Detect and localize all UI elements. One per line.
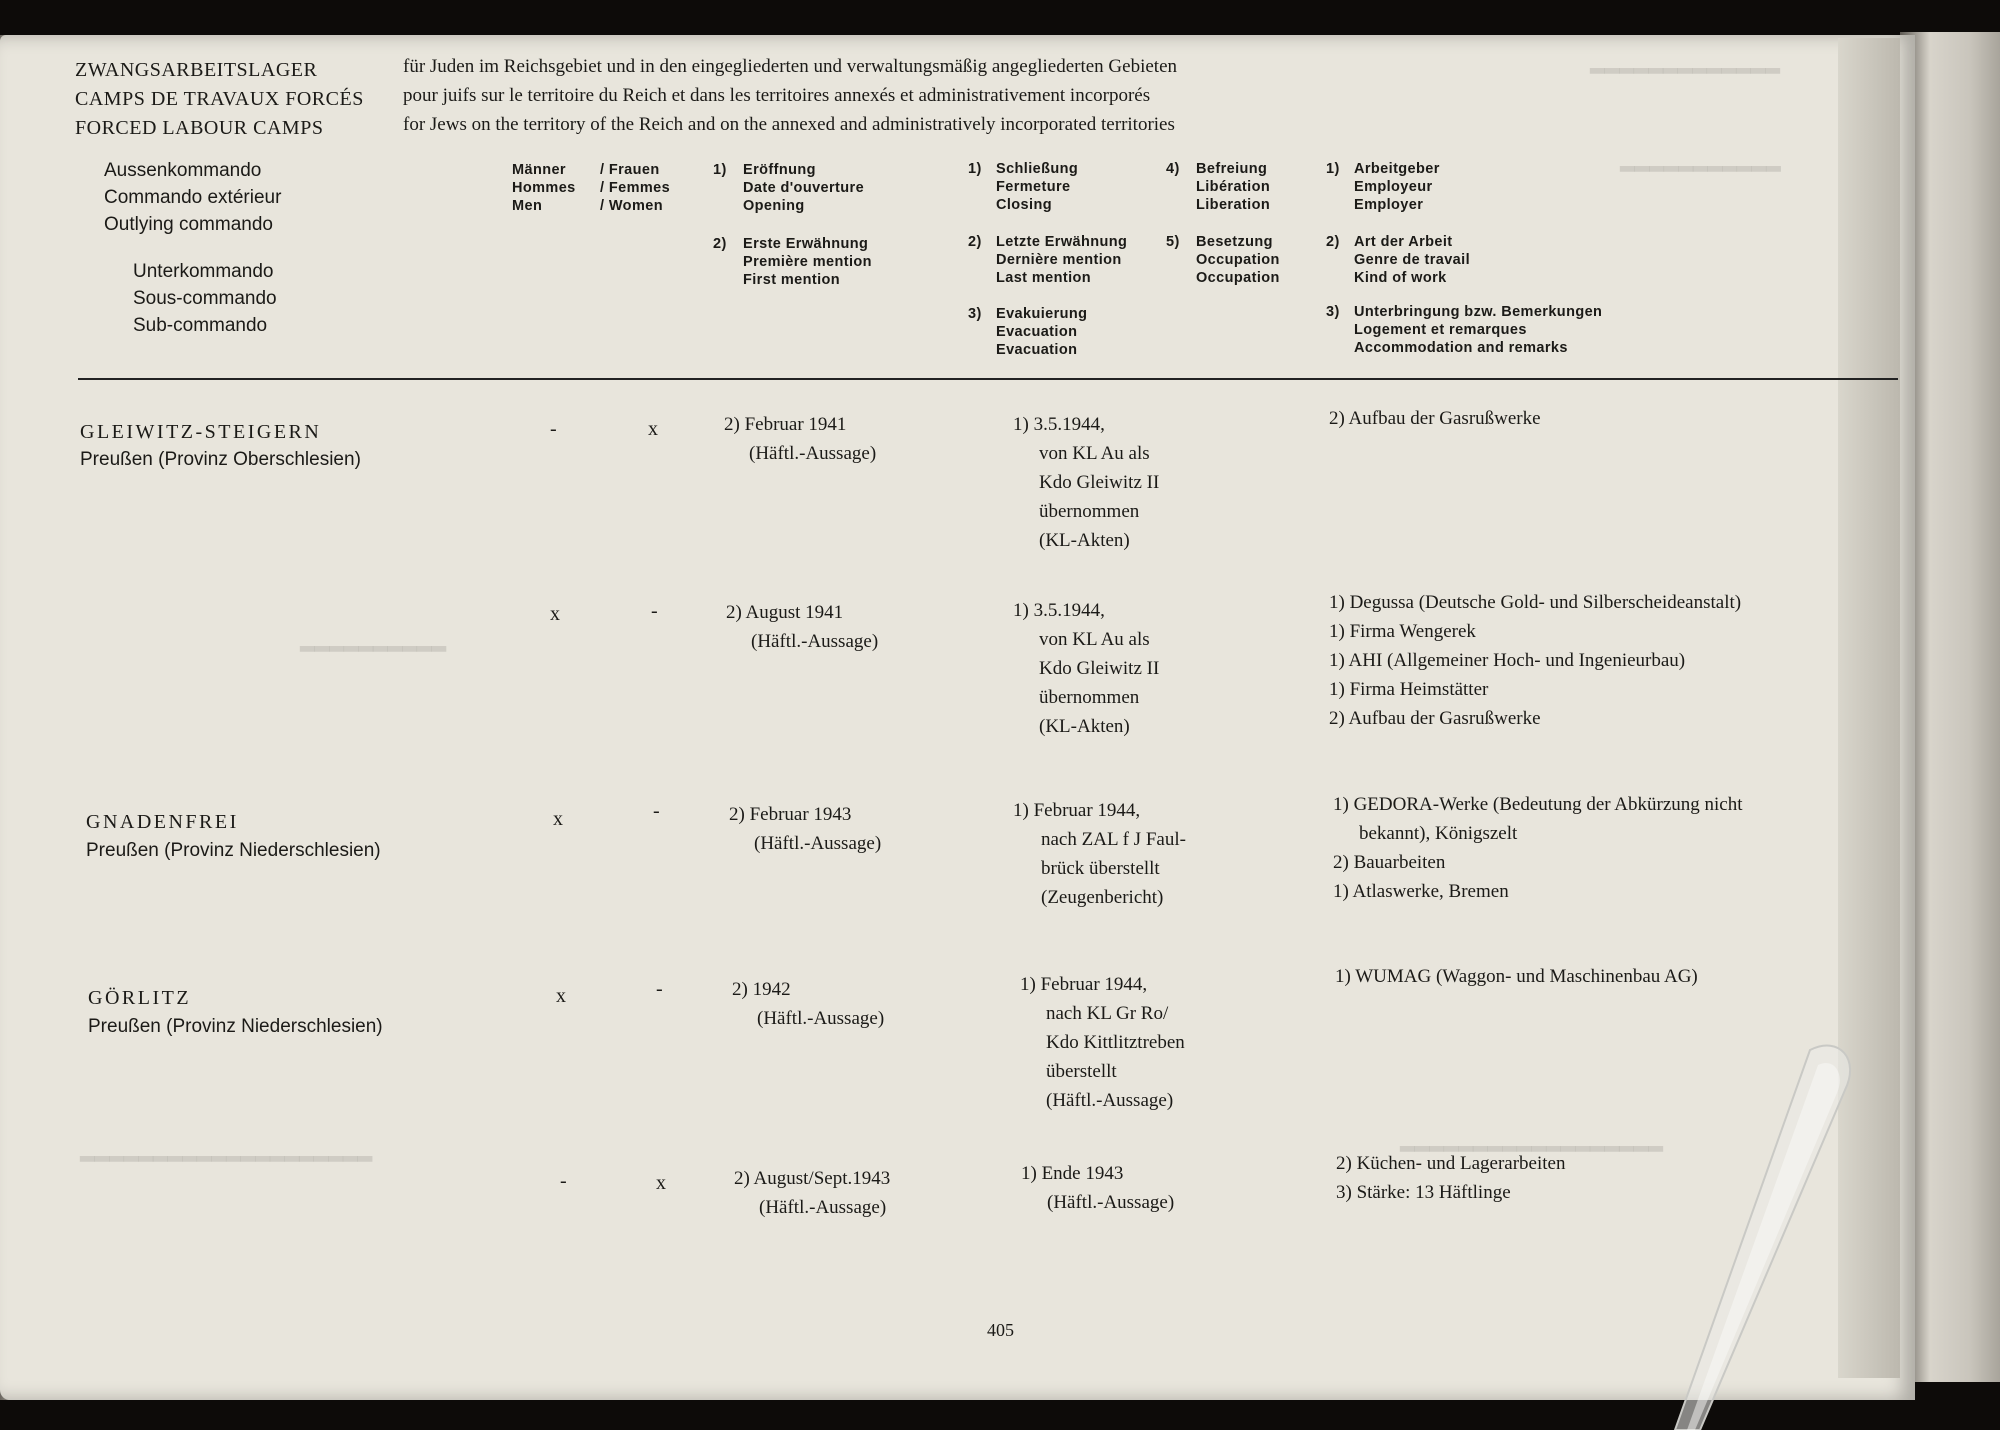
legend-open1-fr: Date d'ouverture <box>743 180 865 196</box>
legend-num: 3) <box>1326 304 1340 320</box>
legend-emp-1 <box>1326 160 1440 214</box>
closing-cell <box>1013 796 1186 912</box>
cell-line: 2) Küchen- und Lagerarbeiten <box>1336 1153 1566 1174</box>
cell-line: 2) Aufbau der Gasrußwerke <box>1329 408 1541 429</box>
cell-line: brück überstellt <box>1041 858 1160 879</box>
legend-close2-en: Last mention <box>996 270 1092 286</box>
cell-line: Kdo Gleiwitz II <box>1039 472 1160 493</box>
men-mark: - <box>560 1170 567 1192</box>
closing-cell <box>1020 970 1185 1115</box>
cell-line: nach ZAL f J Faul- <box>1041 829 1186 850</box>
legend-close2-fr: Dernière mention <box>996 252 1122 268</box>
cell-line: (Häftl.-Aussage) <box>1047 1192 1175 1213</box>
camp-name: GNADENFREI <box>86 811 239 833</box>
page-stack-edge <box>1900 32 2000 1382</box>
legend-emp1-en: Employer <box>1354 197 1424 213</box>
page-number: 405 <box>987 1320 1014 1340</box>
legend-outlying-de: Aussenkommando <box>104 160 262 181</box>
men-mark: x <box>553 808 563 830</box>
cell-line: (Häftl.-Aussage) <box>1046 1090 1174 1111</box>
cell-line: 1) Ende 1943 <box>1021 1163 1124 1184</box>
cell-line: 2) 1942 <box>732 979 791 1000</box>
legend-lib5-de: Besetzung <box>1196 234 1273 250</box>
legend-open-1 <box>713 161 864 215</box>
legend-lib5-fr: Occupation <box>1196 252 1280 268</box>
legend-outlying-fr: Commando extérieur <box>104 187 282 208</box>
legend-close-2 <box>968 233 1127 287</box>
remarks-cell <box>1335 962 1698 991</box>
remarks-cell <box>1329 404 1541 433</box>
legend-num: 2) <box>968 234 982 250</box>
women-mark: - <box>653 800 660 822</box>
legend-num: 2) <box>1326 234 1340 250</box>
cell-line: 1) Degussa (Deutsche Gold- und Silberscheideanstalt) <box>1329 592 1742 613</box>
men-mark: x <box>556 985 566 1007</box>
tweezer-icon <box>1640 1035 1860 1430</box>
title-line-de: ZWANGSARBEITSLAGER <box>75 59 318 81</box>
legend-emp3-en: Accommodation and remarks <box>1354 340 1568 356</box>
legend-num: 5) <box>1166 234 1180 250</box>
remarks-cell <box>1336 1149 1565 1207</box>
women-mark: x <box>648 418 658 440</box>
legend-open2-de: Erste Erwähnung <box>743 236 869 252</box>
cell-line: (Häftl.-Aussage) <box>749 443 877 464</box>
camp-region: Preußen (Provinz Oberschlesien) <box>80 449 361 470</box>
cell-line: übernommen <box>1039 501 1140 522</box>
cell-line: 2) August 1941 <box>726 602 844 623</box>
closing-cell <box>1021 1159 1174 1217</box>
legend-sub <box>133 258 277 339</box>
closing-cell <box>1013 410 1159 555</box>
cell-line: 1) GEDORA-Werke (Bedeutung der Abkürzung nicht <box>1333 794 1743 815</box>
legend-emp2-en: Kind of work <box>1354 270 1447 286</box>
legend-num: 1) <box>713 162 727 178</box>
legend-close2-de: Letzte Erwähnung <box>996 234 1128 250</box>
women-mark: - <box>651 600 658 622</box>
closing-cell <box>1013 596 1159 741</box>
cell-line: überstellt <box>1046 1061 1117 1082</box>
legend-outlying <box>104 157 281 238</box>
legend-outlying-en: Outlying commando <box>104 214 273 235</box>
women-mark: - <box>656 978 663 1000</box>
legend-emp2-de: Art der Arbeit <box>1354 234 1453 250</box>
cell-line: (Häftl.-Aussage) <box>757 1008 885 1029</box>
legend-close1-de: Schließung <box>996 161 1079 177</box>
cell-line: 2) Februar 1943 <box>729 804 852 825</box>
legend-open1-de: Eröffnung <box>743 162 816 178</box>
legend-lib5-en: Occupation <box>1196 270 1280 286</box>
cell-line: bekannt), Königszelt <box>1359 823 1518 844</box>
gender-men-en: Men <box>512 198 543 214</box>
cell-line: von KL Au als <box>1039 629 1150 650</box>
camp-region: Preußen (Provinz Niederschlesien) <box>88 1016 383 1037</box>
opening-cell <box>724 410 876 468</box>
cell-line: (Zeugenbericht) <box>1041 887 1164 908</box>
legend-num: 2) <box>713 236 727 252</box>
cell-line: (Häftl.-Aussage) <box>751 631 879 652</box>
cell-line: übernommen <box>1039 687 1140 708</box>
legend-close-3 <box>968 305 1087 359</box>
cell-line: 1) WUMAG (Waggon- und Maschinenbau AG) <box>1335 966 1698 987</box>
subtitle-line-de: für Juden im Reichsgebiet und in den eingegliederten und verwaltungsmäßig angegliederten Gebieten <box>403 56 1178 77</box>
opening-cell <box>732 975 884 1033</box>
legend-sub-en: Sub-commando <box>133 315 268 336</box>
cell-line: (KL-Akten) <box>1039 716 1130 737</box>
title-line-fr: CAMPS DE TRAVAUX FORCÉS <box>75 88 364 110</box>
cell-line: 1) Atlaswerke, Bremen <box>1333 881 1509 902</box>
legend-close3-de: Evakuierung <box>996 306 1088 322</box>
cell-line: 1) Firma Heimstätter <box>1329 679 1489 700</box>
cell-line: 1) AHI (Allgemeiner Hoch- und Ingenieurbau) <box>1329 650 1686 671</box>
camp-name: GLEIWITZ-STEIGERN <box>80 421 322 443</box>
gender-men-fr: Hommes <box>512 180 576 196</box>
opening-cell <box>726 598 878 656</box>
legend-sub-de: Unterkommando <box>133 261 274 282</box>
legend-sub-fr: Sous-commando <box>133 288 277 309</box>
legend-close3-en: Evacuation <box>996 342 1078 358</box>
cell-line: 2) Aufbau der Gasrußwerke <box>1329 708 1541 729</box>
legend-close-1 <box>968 160 1078 214</box>
legend-open-2 <box>713 235 872 289</box>
legend-open2-en: First mention <box>743 272 841 288</box>
legend-emp1-fr: Employeur <box>1354 179 1433 195</box>
legend-emp2-fr: Genre de travail <box>1354 252 1471 268</box>
subtitle-line-en: for Jews on the territory of the Reich and on the annexed and administratively incorporated territories <box>403 114 1175 135</box>
title-line-en: FORCED LABOUR CAMPS <box>75 117 324 139</box>
gender-men-de: Männer <box>512 162 566 178</box>
legend-emp-2 <box>1326 233 1470 287</box>
cell-line: 1) 3.5.1944, <box>1013 600 1105 621</box>
remarks-cell <box>1329 588 1741 733</box>
gender-women-de: / Frauen <box>600 162 660 178</box>
legend-num: 4) <box>1166 161 1180 177</box>
cell-line: von KL Au als <box>1039 443 1150 464</box>
cell-line: (KL-Akten) <box>1039 530 1130 551</box>
cell-line: 3) Stärke: 13 Häftlinge <box>1336 1182 1511 1203</box>
legend-emp3-de: Unterbringung bzw. Bemerkungen <box>1354 304 1603 320</box>
legend-lib-4 <box>1166 160 1270 214</box>
legend-open2-fr: Première mention <box>743 254 872 270</box>
camp-region: Preußen (Provinz Niederschlesien) <box>86 840 381 861</box>
cell-line: nach KL Gr Ro/ <box>1046 1003 1169 1024</box>
cell-line: Kdo Kittlitztreben <box>1046 1032 1185 1053</box>
legend-emp3-fr: Logement et remarques <box>1354 322 1527 338</box>
legend-open1-en: Opening <box>743 198 805 214</box>
cell-line: 1) Februar 1944, <box>1013 800 1141 821</box>
legend-lib-5 <box>1166 233 1280 287</box>
opening-cell <box>729 800 881 858</box>
cell-line: 2) Februar 1941 <box>724 414 847 435</box>
gender-women-en: / Women <box>600 198 663 214</box>
legend-emp-3 <box>1326 303 1602 357</box>
gender-women-fr: / Femmes <box>600 180 671 196</box>
cell-line: Kdo Gleiwitz II <box>1039 658 1160 679</box>
legend-lib4-fr: Libération <box>1196 179 1271 195</box>
title-block <box>75 56 364 143</box>
subtitle-line-fr: pour juifs sur le territoire du Reich et dans les territoires annexés et administrativement incorporés <box>403 85 1151 106</box>
subtitle-block <box>403 52 1177 139</box>
cell-line: 1) 3.5.1944, <box>1013 414 1105 435</box>
cell-line: 1) Februar 1944, <box>1020 974 1148 995</box>
cell-line: (Häftl.-Aussage) <box>759 1197 887 1218</box>
legend-num: 3) <box>968 306 982 322</box>
opening-cell <box>734 1164 890 1222</box>
camp-name: GÖRLITZ <box>88 987 192 1009</box>
men-mark: - <box>550 418 557 440</box>
women-mark: x <box>656 1172 666 1194</box>
cell-line: 1) Firma Wengerek <box>1329 621 1476 642</box>
legend-emp1-de: Arbeitgeber <box>1354 161 1440 177</box>
men-mark: x <box>550 603 560 625</box>
cell-line: 2) Bauarbeiten <box>1333 852 1446 873</box>
legend-gender <box>512 161 670 215</box>
legend-num: 1) <box>1326 161 1340 177</box>
cell-line: (Häftl.-Aussage) <box>754 833 882 854</box>
legend-close3-fr: Evacuation <box>996 324 1078 340</box>
legend-lib4-de: Befreiung <box>1196 161 1268 177</box>
remarks-cell <box>1333 790 1743 906</box>
legend-close1-en: Closing <box>996 197 1052 213</box>
header-divider <box>78 378 1898 380</box>
legend-num: 1) <box>968 161 982 177</box>
legend-close1-fr: Fermeture <box>996 179 1071 195</box>
cell-line: 2) August/Sept.1943 <box>734 1168 891 1189</box>
legend-lib4-en: Liberation <box>1196 197 1271 213</box>
